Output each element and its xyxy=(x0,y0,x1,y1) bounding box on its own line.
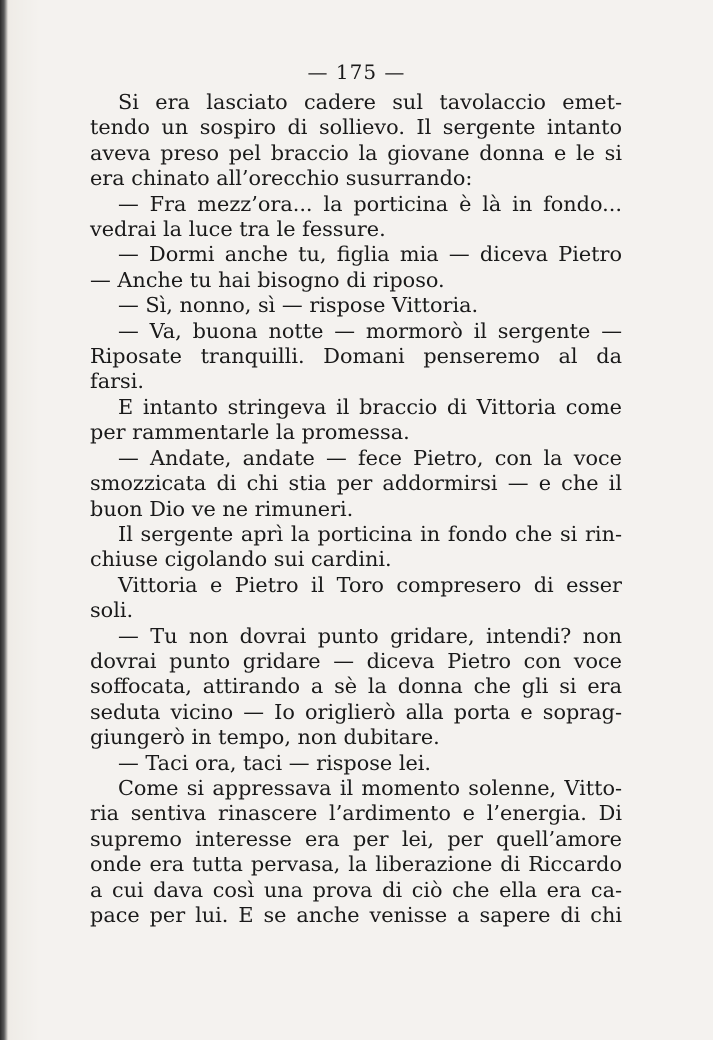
text-line-19: chiuse cigolando sui cardini. xyxy=(90,547,392,572)
text-line-5: — Fra mezz’ora... la porticina è là in fondo... xyxy=(118,191,622,216)
text-line-27: — Taci ora, taci — rispose lei. xyxy=(118,750,432,775)
text-line-26: giungerò in tempo, non dubitare. xyxy=(90,725,440,750)
text-line-32: a cui dava così una prova di ciò che ella era ca- xyxy=(90,877,622,902)
text-line-23: dovrai punto gridare — diceva Pietro con voce xyxy=(90,648,622,673)
page-number: — 175 — xyxy=(307,60,406,84)
text-line-17: buon Dio ve ne rimuneri. xyxy=(90,496,354,521)
text-line-1: Si era lasciato cadere sul tavolaccio emet- xyxy=(118,90,622,114)
text-line-31: onde era tutta pervasa, la liberazione di Riccardo xyxy=(90,852,622,877)
text-line-13: E intanto stringeva il braccio di Vittoria come xyxy=(118,394,622,419)
text-line-22: — Tu non dovrai punto gridare, intendi? non xyxy=(118,623,622,648)
text-line-3: aveva preso pel braccio la giovane donna e le si xyxy=(90,140,622,165)
text-line-10: — Va, buona notte — mormorò il sergente — xyxy=(118,318,622,343)
text-line-28: Come si appressava il momento solenne, Vitto- xyxy=(118,775,622,800)
text-line-25: seduta vicino — Io origlierò alla porta e soprag- xyxy=(90,699,622,724)
text-line-11: Riposate tranquilli. Domani penseremo al da xyxy=(90,344,622,369)
text-line-33: pace per lui. E se anche venisse a sapere di chi xyxy=(90,903,622,927)
text-line-6: vedrai la luce tra le fessure. xyxy=(90,217,386,242)
text-line-4: era chinato all’orecchio susurrando: xyxy=(90,166,473,191)
text-line-21: soli. xyxy=(90,598,134,623)
text-line-2: tendo un sospiro di sollievo. Il sergente intanto xyxy=(90,115,622,140)
text-line-16: smozzicata di chi stia per addormirsi — e che il xyxy=(90,471,622,496)
page-spine-shadow xyxy=(0,0,8,1040)
text-line-15: — Andate, andate — fece Pietro, con la voce xyxy=(118,445,622,470)
text-line-20: Vittoria e Pietro il Toro compresero di esser xyxy=(118,572,622,597)
text-line-18: Il sergente aprì la porticina in fondo che si rin- xyxy=(118,521,622,546)
text-line-29: ria sentiva rinascere l’ardimento e l’energia. Di xyxy=(90,801,622,826)
page-text xyxy=(90,90,622,928)
text-line-14: per rammentarle la promessa. xyxy=(90,420,410,445)
text-line-9: — Sì, nonno, sì — rispose Vittoria. xyxy=(118,293,479,318)
text-line-12: farsi. xyxy=(90,369,144,394)
text-line-7: — Dormi anche tu, figlia mia — diceva Pietro xyxy=(118,242,622,267)
text-line-30: supremo interesse era per lei, per quell’amore xyxy=(90,826,622,851)
text-line-24: soffocata, attirando a sè la donna che gli si era xyxy=(90,674,622,699)
text-line-8: — Anche tu hai bisogno di riposo. xyxy=(90,267,445,292)
